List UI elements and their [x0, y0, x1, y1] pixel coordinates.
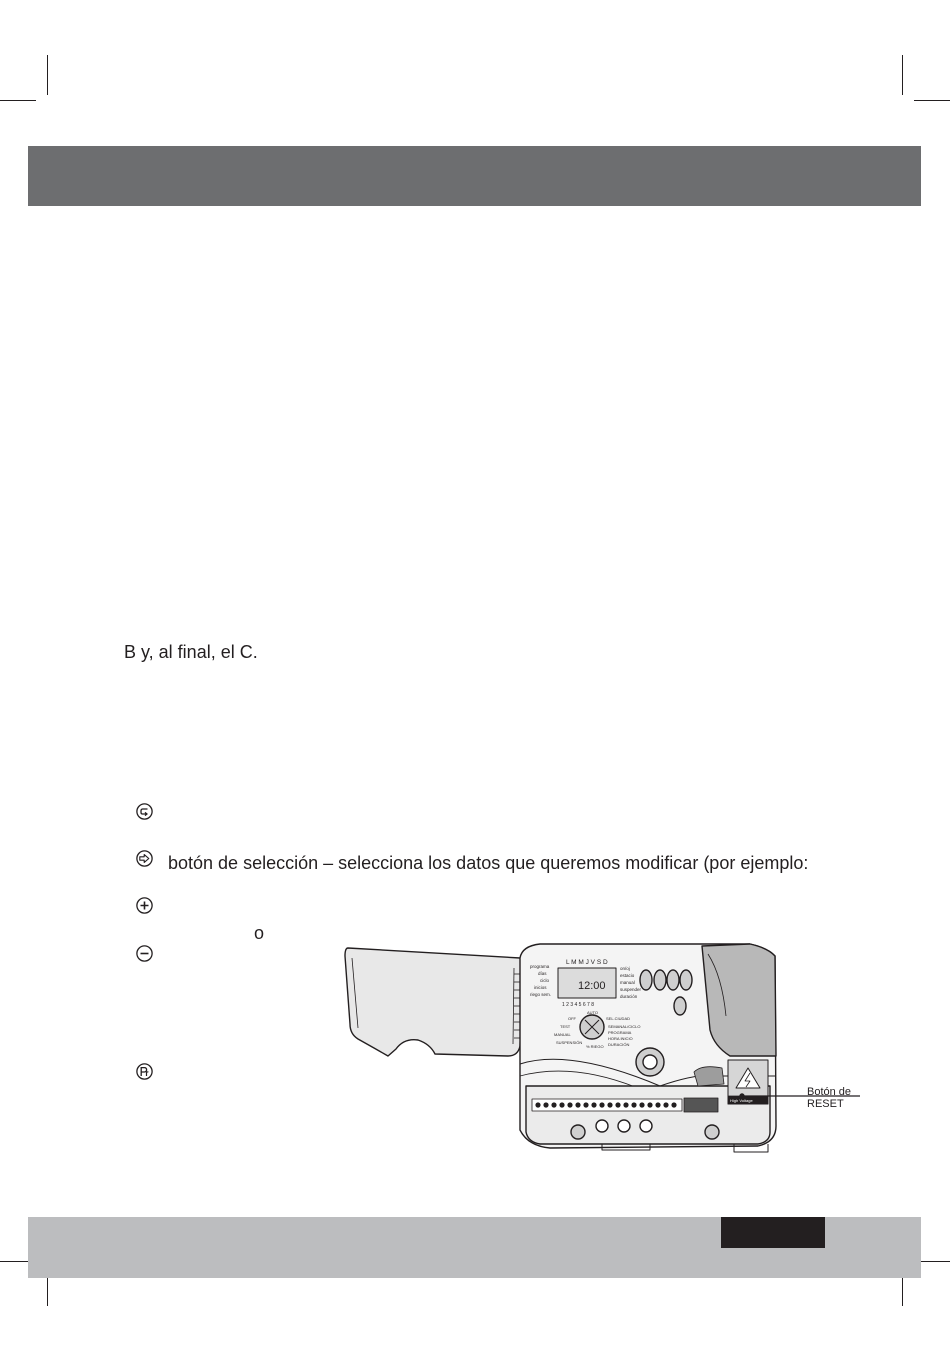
- device-right-label: duración: [620, 994, 638, 999]
- device-time-display: 12:00: [578, 980, 606, 992]
- crop-mark: [902, 55, 903, 95]
- dial-label: MANUAL: [554, 1032, 571, 1037]
- select-arrow-icon: [136, 850, 153, 867]
- program-icon: [136, 1063, 153, 1080]
- crop-mark: [47, 55, 48, 95]
- device-zones-label: 1 2 3 4 5 6 7 8: [562, 1002, 594, 1008]
- dial-label: % RIEGO: [586, 1044, 604, 1049]
- device-left-label: días: [538, 971, 547, 976]
- crop-mark: [0, 100, 36, 101]
- body-text-line: B y, al final, el C.: [124, 642, 258, 662]
- reset-button-label: Botón de: [807, 1086, 852, 1098]
- reset-button-label: RESET: [807, 1098, 844, 1110]
- controller-illustration: [330, 936, 870, 1172]
- device-left-label: riego sem.: [530, 992, 552, 997]
- dial-label: TEST: [560, 1024, 571, 1029]
- back-arrow-icon: [136, 803, 153, 820]
- dial-label: DURACIÓN: [608, 1042, 630, 1047]
- device-left-label: programa: [530, 964, 550, 969]
- dial-label: SEL.CIUDAD: [606, 1016, 631, 1021]
- header-band: [28, 146, 921, 206]
- selection-button-description: botón de selección – selecciona los datos que queremos modificar (por ejemplo:: [168, 853, 809, 873]
- minus-icon: [136, 945, 153, 962]
- device-days-label: L M M J V S D: [566, 959, 608, 966]
- dial-label: OFF: [568, 1016, 576, 1021]
- dial-label: HORA INICIO: [608, 1036, 633, 1041]
- body-text-o: o: [254, 923, 265, 943]
- device-right-label: manual: [620, 980, 635, 985]
- device-left-label: inicios: [534, 985, 547, 990]
- footer-page-tab: [721, 1217, 825, 1248]
- warning-label: High Voltage: [730, 1098, 753, 1103]
- dial-label: PROGRAMA: [608, 1030, 632, 1035]
- dial-label: SEMANAL/CICLO: [608, 1024, 641, 1029]
- device-left-label: ciclo: [540, 978, 550, 983]
- dial-label: SUSPENSIÓN: [556, 1040, 583, 1045]
- crop-mark: [914, 100, 950, 101]
- plus-icon: [136, 897, 153, 914]
- dial-label: AUTO: [587, 1010, 599, 1015]
- device-right-label: on/oj: [620, 966, 630, 971]
- device-right-label: estacio: [620, 973, 635, 978]
- device-right-label: suspender: [620, 987, 642, 992]
